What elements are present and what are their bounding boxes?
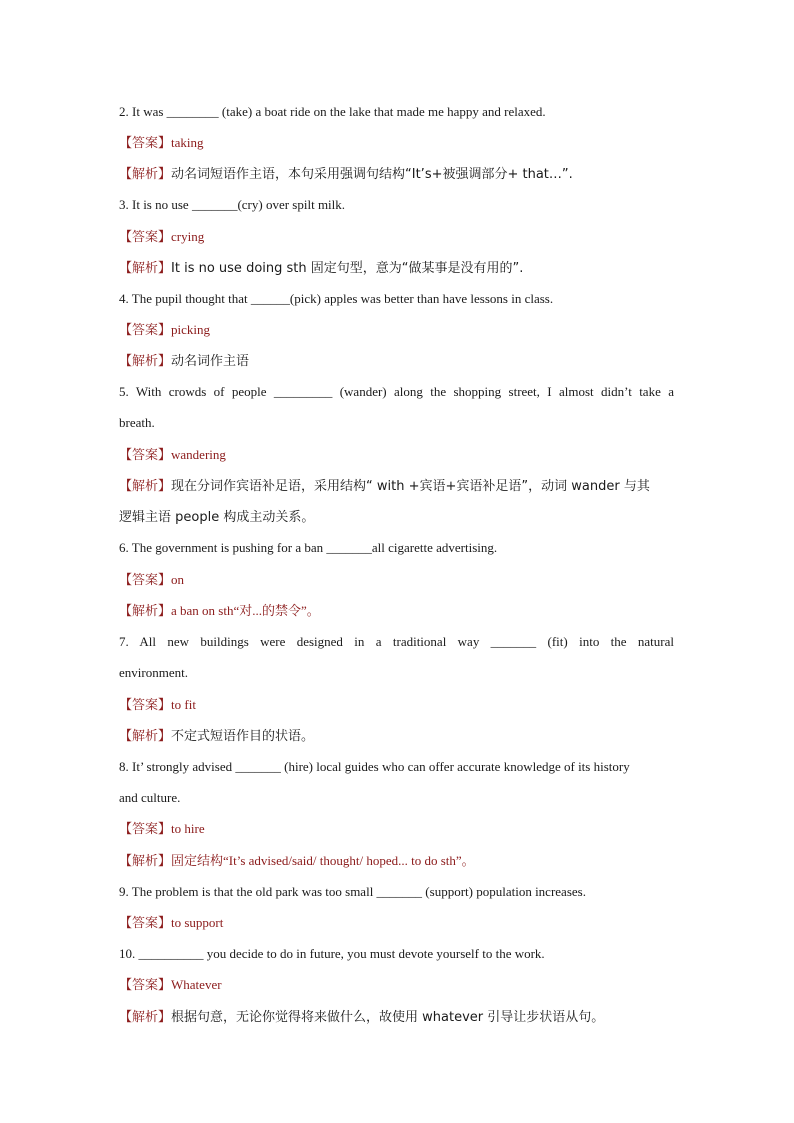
analysis-10: 【解析】根据句意，无论你觉得将来做什么，故使用 whatever 引导让步状语从句。 xyxy=(119,1010,605,1025)
answer-10: 【答案】Whatever xyxy=(119,977,222,993)
question-7: 7. All new buildings were designed in a traditional way _______ (fit) into the natural xyxy=(119,634,674,649)
answer-8: 【答案】to hire xyxy=(119,821,205,837)
question-10: 10. __________ you decide to do in future, you must devote yourself to the work. xyxy=(119,946,545,961)
question-7-cont: environment. xyxy=(119,665,188,680)
analysis-8: 【解析】固定结构“It’s advised/said/ thought/ hoped... to do sth”。 xyxy=(119,853,475,869)
question-2: 2. It was ________ (take) a boat ride on the lake that made me happy and relaxed. xyxy=(119,104,546,119)
answer-3: 【答案】crying xyxy=(119,229,205,245)
question-9: 9. The problem is that the old park was too small _______ (support) population increases. xyxy=(119,884,586,899)
analysis-2: 【解析】动名词短语作主语，本句采用强调句结构“It’s+被强调部分+ that…”. xyxy=(119,167,573,182)
analysis-3: 【解析】It is no use doing sth 固定句型，意为“做某事是没有用的”. xyxy=(119,261,524,276)
analysis-5: 【解析】现在分词作宾语补足语，采用结构“ with +宾语+宾语补足语”，动词 wander 与其 xyxy=(119,479,650,494)
question-8-cont: and culture. xyxy=(119,790,181,805)
answer-7: 【答案】to fit xyxy=(119,697,196,713)
answer-4: 【答案】picking xyxy=(119,322,211,338)
question-4: 4. The pupil thought that ______(pick) apples was better than have lessons in class. xyxy=(119,291,554,306)
analysis-7: 【解析】不定式短语作目的状语。 xyxy=(119,729,315,744)
answer-5: 【答案】wandering xyxy=(119,447,226,463)
question-6: 6. The government is pushing for a ban _______all cigarette advertising. xyxy=(119,540,498,555)
answer-2: 【答案】taking xyxy=(119,135,204,151)
question-5: 5. With crowds of people _________ (wander) along the shopping street, I almost didn’t take a xyxy=(119,384,674,399)
analysis-6: 【解析】a ban on sth“对...的禁令”。 xyxy=(119,603,320,619)
answer-6: 【答案】on xyxy=(119,572,185,588)
question-5-cont: breath. xyxy=(119,415,155,430)
question-8: 8. It’ strongly advised _______ (hire) local guides who can offer accurate knowledge of its history xyxy=(119,759,630,774)
analysis-5-cont: 逻辑主语 people 构成主动关系。 xyxy=(119,510,315,525)
question-3: 3. It is no use _______(cry) over spilt milk. xyxy=(119,197,346,212)
analysis-4: 【解析】动名词作主语 xyxy=(119,354,250,369)
answer-9: 【答案】to support xyxy=(119,915,224,931)
